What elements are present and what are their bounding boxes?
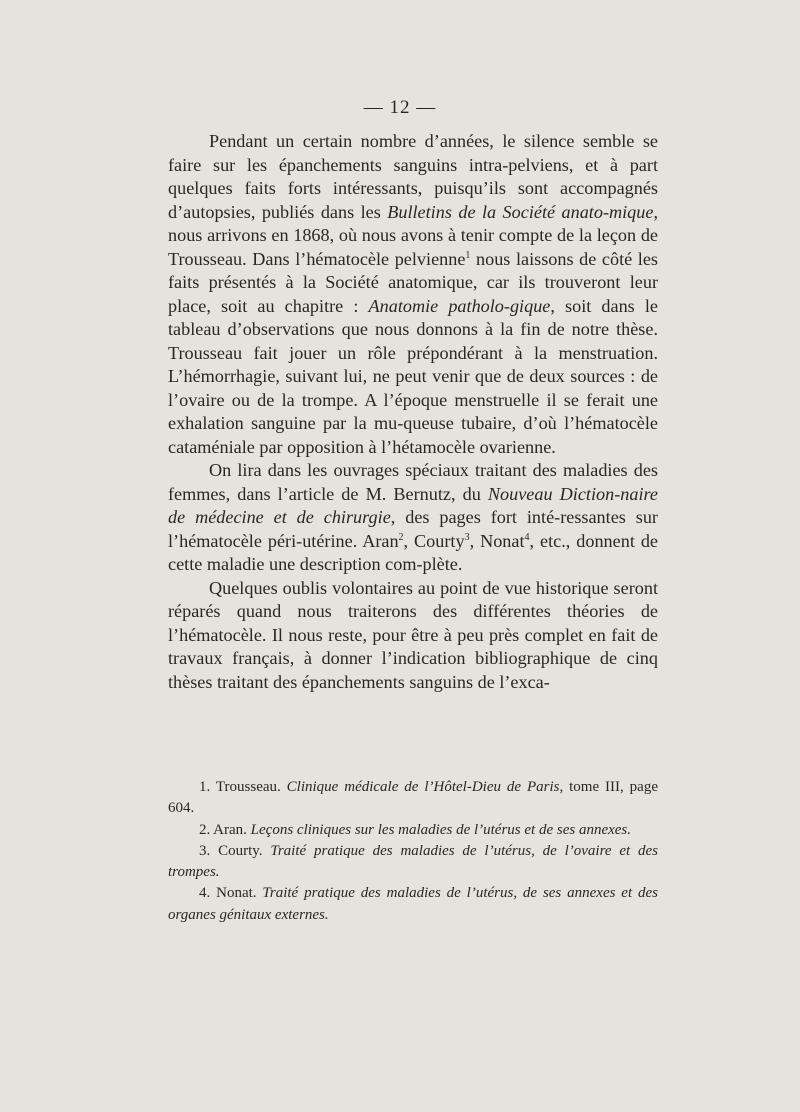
text-run: nous laissons de côté les faits présentés à la Société anatomique, car ils trouveront leur place, soit au chapitre : bbox=[168, 248, 658, 316]
footnote bbox=[168, 841, 658, 884]
paragraph bbox=[168, 459, 658, 577]
footnote bbox=[168, 777, 658, 820]
text-run: , etc., donnent de cette maladie une description com-plète. bbox=[168, 530, 658, 574]
italic-title: Clinique médicale de l’Hôtel-Dieu de Paris bbox=[286, 779, 560, 795]
italic-title: Leçons cliniques sur les maladies de l’utérus et de ses annexes. bbox=[250, 821, 632, 838]
footnote-ref: 1 bbox=[465, 249, 471, 261]
footnote-ref: 3 bbox=[464, 531, 470, 543]
paragraph bbox=[168, 130, 658, 459]
page-number: — 12 — bbox=[363, 97, 437, 118]
body-text bbox=[168, 130, 658, 694]
text-run: 1. Trousseau. bbox=[199, 779, 287, 795]
text-run: , Courty bbox=[403, 530, 465, 551]
footnote bbox=[168, 883, 658, 926]
text-run: , nous arrivons en 1868, où nous avons à tenir compte de la leçon de Trousseau. Dans l’hématocèle pelvienne bbox=[168, 201, 658, 269]
italic-title: Traité pratique des maladies de l’utérus, de l’ovaire et des trompes. bbox=[168, 842, 658, 881]
text-run: 4. Nonat. bbox=[199, 885, 263, 902]
text-run: , des pages fort inté-ressantes sur l’hématocèle péri-utérine. Aran bbox=[168, 507, 658, 551]
text-run: 3. Courty. bbox=[199, 842, 271, 859]
italic-title: Nouveau Diction-naire de médecine et de chirurgie bbox=[168, 483, 658, 527]
text-run: 2. Aran. bbox=[199, 821, 251, 838]
footnotes bbox=[168, 777, 658, 926]
text-run: Pendant un certain nombre d’années, le silence semble se faire sur les épanchements sanguins intra-pelviens, et à part quelques faits forts intéressants, puisqu’ils sont accompagnés d’autopsies, publiés dans les bbox=[168, 131, 658, 222]
text-run: , Nonat bbox=[469, 530, 525, 551]
footnote-ref: 2 bbox=[398, 531, 404, 543]
italic-title: Bulletins de la Société anato-mique bbox=[387, 201, 654, 222]
italic-title: Anatomie patholo-gique bbox=[368, 295, 551, 316]
text-run: , tome III, page 604. bbox=[168, 779, 658, 817]
footnote-ref: 4 bbox=[524, 531, 530, 543]
paragraph bbox=[168, 577, 658, 695]
text-run: Quelques oublis volontaires au point de vue historique seront réparés quand nous traiterons des différentes théories de l’hématocèle. Il nous reste, pour être à peu près complet en fait de travaux français, à donner l’indication bibliographique de cinq thèses traitant des épanchements sanguins de l’exca- bbox=[168, 577, 658, 692]
italic-title: Traité pratique des maladies de l’utérus, de ses annexes et des organes génitaux externes. bbox=[168, 885, 658, 923]
text-run: , soit dans le tableau d’observations que nous donnons à la fin de notre thèse. Trousseau fait jouer un rôle prépondérant à la menstruation. L’hémorrhagie, suivant lui, ne peut venir que de deux sources : de l’ovaire ou de la trompe. A l’époque menstruelle il se ferait une exhalation sanguine par la mu-queuse tubaire, d’où l’hématocèle cataméniale par opposition à l’hétamocèle ovarienne. bbox=[168, 295, 658, 457]
text-run: On lira dans les ouvrages spéciaux traitant des maladies des femmes, dans l’article de M. Bernutz, du bbox=[168, 460, 658, 504]
footnote bbox=[168, 820, 658, 841]
